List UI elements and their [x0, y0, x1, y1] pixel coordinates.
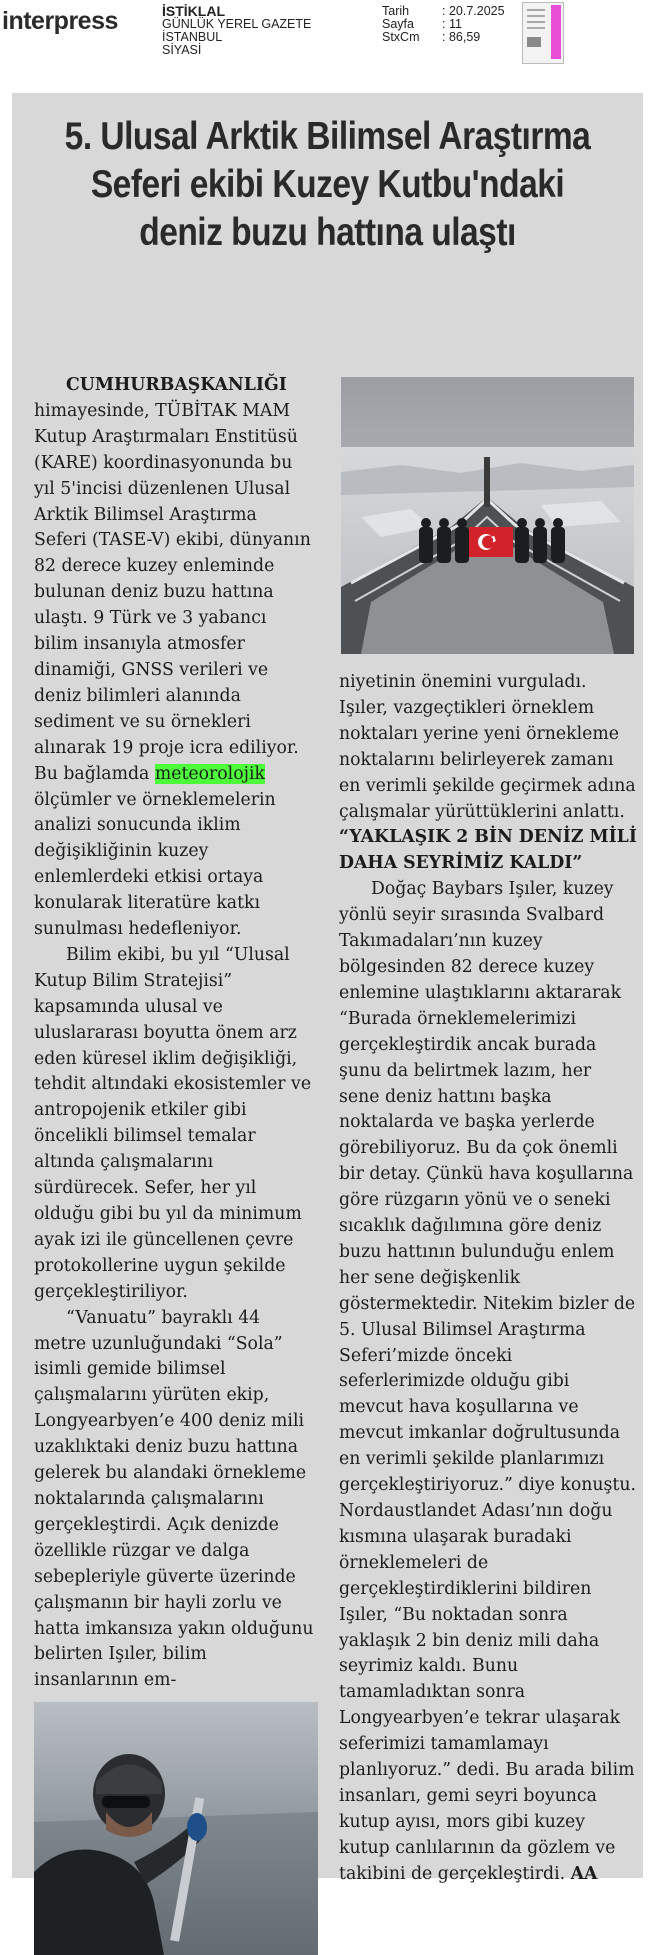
page-thumbnail[interactable] — [522, 2, 564, 64]
page-value: : 11 — [442, 17, 462, 31]
section-subhead: “YAKLAŞIK 2 BİN DENİZ MİLİ DAHA SEYRİMİZ KALDI” — [339, 827, 637, 874]
stxcm-row — [382, 31, 505, 44]
paragraph-5-text: Doğaç Baybars Işıler, kuzey yönlü seyir sırasında Svalbard Takımadaları’nın kuzey bölgesinden 82 derece kuzey enlemine ulaştıklarını aktararak “Burada örneklemelerimizi gerçekleştirdik ancak burada şunu da belirtmek lazım, her sene deniz hattını başka noktalarda ve başka yerlerde görebiliyoruz. Bu da çok önemli bir detay. Çünkü hava koşullarına göre rüzgarın yönü ve o seneki sıcaklık dağılımına göre deniz buzu hattının bulunduğu enlem her sene değişkenlik göstermektedir. Nitekim bizler de 5. Ulusal Bilimsel Araştırma Seferi’mizde önceki seferlerimizde olduğu gibi mevcut hava koşullarına ve mevcut imkanlar doğrultusunda en verimli şekilde planlarımızı gerçekleştiriyoruz.” diye konuştu. Nordaustlandet Adası’nın doğu kısmına ulaşarak buradaki örneklemeleri de gerçekleştirdiklerini bildiren Işıler, “Bu noktadan sonra yaklaşık 2 bin deniz mili daha seyrimiz kaldı. Bunu tamamladıktan sonra Longyearbyen’e tekrar ulaşarak seferimizi tamamlamayı planlıyoruz.” dedi. Bu arada bilim insanları, gemi seyri boyunca kutup ayısı, mors gibi kuzey kutup canlılarının da gözlem ve takibini de gerçekleştirdi. — [339, 879, 636, 1884]
paragraph-1 — [34, 373, 314, 943]
paragraph-5 — [339, 877, 637, 1887]
scientist-photo — [34, 1702, 318, 1955]
ship-photo — [341, 377, 634, 654]
logo-text: interpress — [2, 7, 118, 35]
clipping-meta — [382, 5, 505, 44]
clipping-header — [0, 0, 655, 70]
highlighted-keyword: meteorolojik — [154, 763, 265, 784]
lead-word: CUMHURBAŞKANLIĞI — [66, 375, 287, 395]
page-label: Sayfa — [382, 17, 414, 31]
thumbnail-highlight-bar — [551, 5, 561, 59]
thumbnail-line — [527, 27, 545, 29]
paragraph-1-text-a: himayesinde, TÜBİTAK MAM Kutup Araştırmaları Enstitüsü (KARE) koordinasyonunda bu yıl 5'incisi düzenlenen Ulusal Arktik Bilimsel Araştırma Seferi (TASE-V) ekibi, dünyanın 82 derece kuzey enleminde bulunan deniz buzu hattına ulaştı. 9 Türk ve 3 yabancı bilim insanıyla atmosfer dinamiği, GNSS verileri ve deniz bilimleri alanında sediment ve su örnekleri alınarak 19 proje icra ediliyor. Bu bağlamda — [34, 400, 311, 784]
scientist-photo-graphic — [34, 1702, 318, 1955]
publication-type: GÜNLÜK YEREL GAZETE — [162, 17, 312, 31]
stxcm-value: : 86,59 — [442, 30, 481, 44]
article-column-right — [339, 670, 637, 1888]
thumbnail-line — [527, 9, 545, 11]
flag-icon — [469, 527, 513, 557]
article-column-left — [34, 373, 314, 1694]
date-label: Tarih — [382, 4, 410, 18]
publication-category: SİYASİ — [162, 43, 202, 57]
publication-info — [162, 5, 311, 57]
stxcm-label: StxCm — [382, 30, 420, 44]
publication-name: İSTİKLAL — [162, 3, 225, 19]
thumbnail-line — [527, 21, 545, 23]
paragraph-4: niyetinin önemini vurguladı. Işıler, vazgeçtikleri örneklem noktaları yerine yeni örnekleme noktalarını belirleyerek zamanı en verimli şekilde geçirmek adına çalışmalar yürüttüklerini anlattı. — [339, 672, 636, 822]
article-panel — [12, 93, 643, 1884]
paragraph-1-text-b: ölçümler ve örneklemelerin analizi sonucunda iklim değişikliğinin kuzey enlemlerdeki etkisi ortaya konularak literatüre katkı sunulması hedefleniyor. — [34, 789, 276, 940]
publication-city: İSTANBUL — [162, 30, 223, 44]
article-headline: 5. Ulusal Arktik Bilimsel Araştırma Seferi ekibi Kuzey Kutbu'ndaki deniz buzu hattına ulaştı — [64, 115, 591, 254]
thumbnail-image — [527, 37, 541, 47]
thumbnail-line — [527, 15, 545, 17]
ship-photo-graphic — [341, 377, 634, 654]
paragraph-2: Bilim ekibi, bu yıl “Ulusal Kutup Bilim Stratejisi” kapsamında ulusal ve uluslararası boyutta önem arz eden küresel iklim değişikliği, tehdit altındaki ekosistemler ve antropojenik etkiler gibi öncelikli bilimsel temalar altında çalışmalarını sürdürecek. Sefer, her yıl olduğu gibi bu yıl da minimum ayak izi ile güncellenen çevre protokollerine uygun şekilde gerçekleştiriliyor. — [34, 944, 312, 1302]
paragraph-3: “Vanuatu” bayraklı 44 metre uzunluğundaki “Sola” isimli gemide bilimsel çalışmalarını yürüten ekip, Longyearbyen’e 400 deniz mili uzaklıktaki deniz buzu hattına gelerek bu alandaki örnekleme noktalarında çalışmalarını gerçekleştirdi. Açık denizde özellikle rüzgar ve dalga sebepleriyle güverte üzerinde çalışmanın bir hayli zorlu ve hatta imkansıza yakın olduğunu belirten Işıler, bilim insanlarının em- — [34, 1307, 314, 1691]
date-value: : 20.7.2025 — [442, 4, 505, 18]
interpress-logo — [2, 7, 118, 36]
source-signature: AA — [570, 1863, 598, 1884]
